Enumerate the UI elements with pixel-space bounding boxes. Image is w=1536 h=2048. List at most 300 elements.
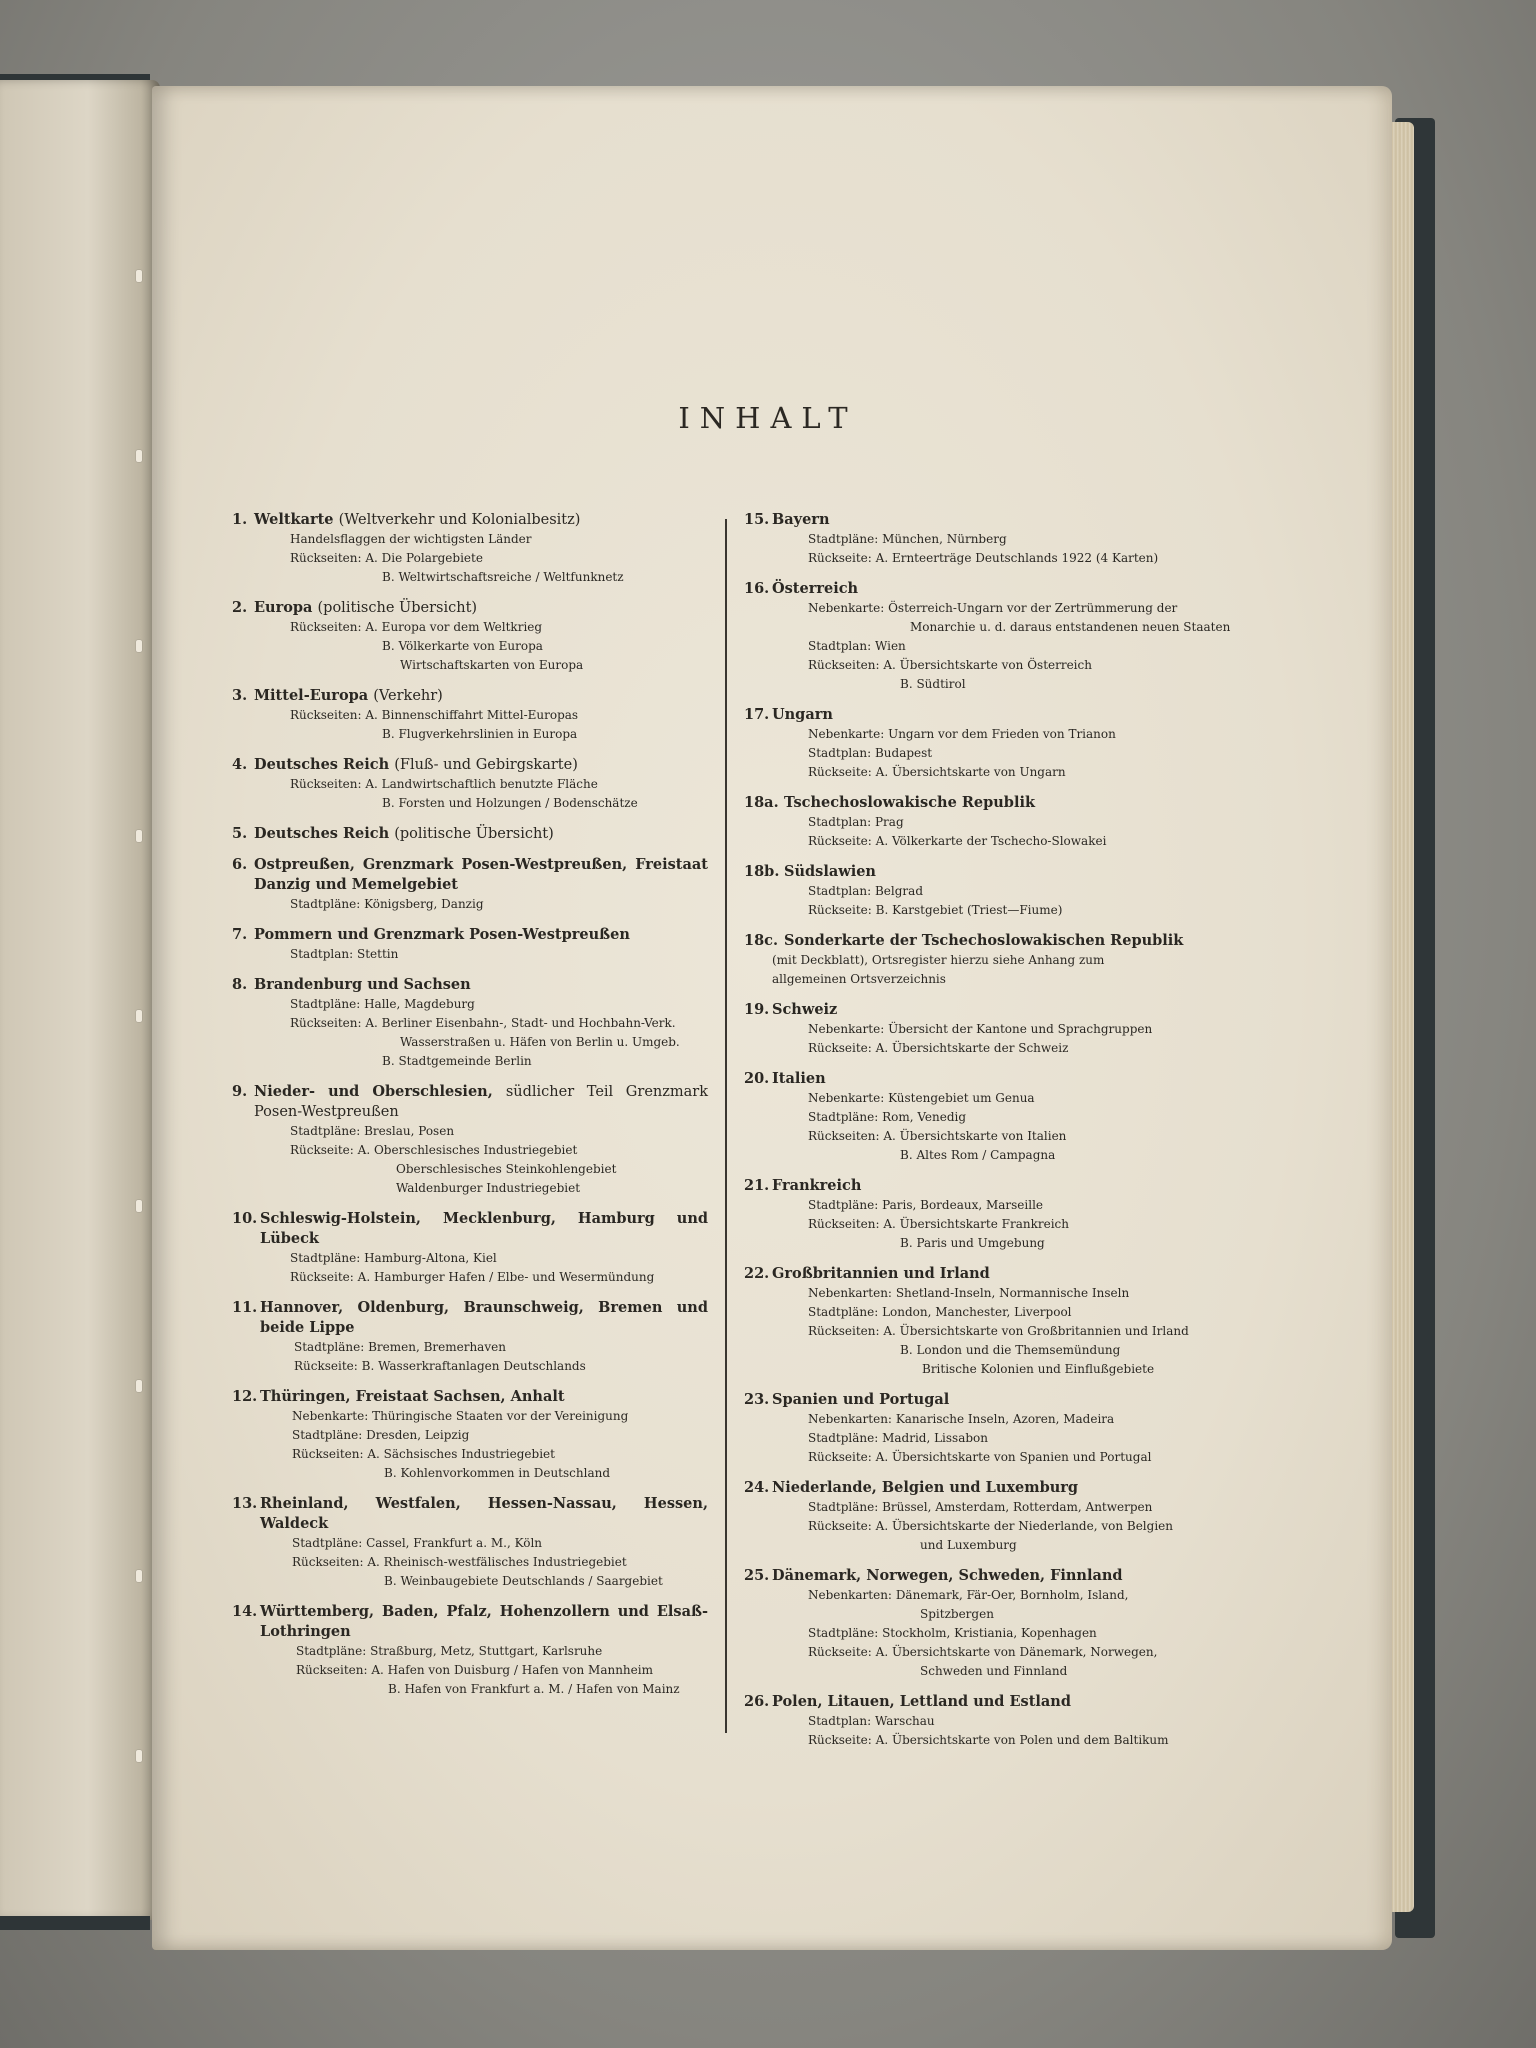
entry-number: 10.	[232, 1210, 258, 1227]
entry-title: Sonderkarte der Tschechoslowakischen Republik	[784, 932, 1184, 949]
entry-detail-line	[232, 895, 708, 914]
entry-number: 18c.	[744, 932, 779, 949]
entry-detail-line	[232, 1052, 708, 1071]
entry-heading	[232, 975, 708, 995]
entry-heading	[744, 705, 1218, 725]
detail-text: Monarchie u. d. daraus entstandenen neuen Staaten	[910, 620, 1231, 634]
detail-text: B. Wasserkraftanlagen Deutschlands	[361, 1359, 586, 1373]
detail-label: Rückseiten:	[292, 1555, 364, 1569]
detail-text: B. Kohlenvorkommen in Deutschland	[384, 1466, 611, 1480]
contents-entry	[232, 686, 708, 755]
detail-text: B. Völkerkarte von Europa	[382, 639, 543, 653]
detail-text: Cassel, Frankfurt a. M., Köln	[366, 1536, 543, 1550]
entry-detail-line	[232, 1338, 708, 1357]
detail-label: Stadtpläne:	[294, 1340, 365, 1354]
detail-text: B. Südtirol	[900, 677, 966, 691]
binding-stitch	[136, 640, 142, 652]
entry-title: Brandenburg und Sachsen	[254, 976, 471, 993]
contents-entry	[232, 975, 708, 1082]
entry-number: 6.	[232, 856, 248, 873]
detail-text: Britische Kolonien und Einflußgebiete	[922, 1362, 1155, 1376]
detail-text: Warschau	[874, 1714, 935, 1728]
detail-text: Österreich-Ungarn vor der Zertrümmerung der	[888, 601, 1178, 615]
detail-label: Stadtpläne:	[808, 1431, 879, 1445]
entry-detail-line	[744, 1322, 1218, 1341]
detail-text: B. Weltwirtschaftsreiche / Weltfunknetz	[382, 570, 624, 584]
detail-label: Rückseiten:	[808, 1129, 880, 1143]
entry-detail-line	[232, 1014, 708, 1033]
contents-column-left	[232, 510, 708, 1710]
entry-detail-line	[744, 951, 1218, 970]
entry-detail-line	[232, 1464, 708, 1483]
entry-detail-line	[744, 618, 1231, 637]
entry-number: 15.	[744, 511, 770, 528]
entry-detail-line	[744, 1108, 1218, 1127]
detail-label: Rückseite:	[808, 1645, 872, 1659]
detail-text: B. Paris und Umgebung	[900, 1236, 1045, 1250]
detail-text: Schweden und Finnland	[920, 1664, 1068, 1678]
entry-heading	[744, 579, 1218, 599]
entry-title: Spanien und Portugal	[772, 1391, 950, 1408]
detail-label: Nebenkarten:	[808, 1588, 892, 1602]
detail-text: München, Nürnberg	[882, 532, 1007, 546]
detail-text: Madrid, Lissabon	[882, 1431, 988, 1445]
entry-title: Ostpreußen, Grenzmark Posen-Westpreußen, Freistaat Danzig und Memelgebiet	[254, 856, 708, 893]
binding-stitch	[136, 1010, 142, 1022]
entry-detail-line	[744, 656, 1218, 675]
contents-entry	[744, 1264, 1218, 1390]
entry-title: Weltkarte	[254, 511, 334, 528]
entry-title: Mittel-Europa	[254, 687, 369, 704]
detail-text: A. Übersichtskarte von Italien	[883, 1129, 1067, 1143]
detail-label: Nebenkarte:	[292, 1409, 369, 1423]
detail-label: Rückseite:	[808, 1519, 872, 1533]
contents-entry	[232, 1082, 708, 1209]
entry-detail-line	[744, 1662, 1218, 1681]
detail-text: Übersicht der Kantone und Sprachgruppen	[888, 1022, 1153, 1036]
detail-text: A. Übersichtskarte von Großbritannien und Irland	[883, 1324, 1189, 1338]
entry-detail-line	[744, 1284, 1218, 1303]
detail-text: A. Übersichtskarte von Polen und dem Baltikum	[875, 1733, 1169, 1747]
detail-text: A. Übersichtskarte der Schweiz	[875, 1041, 1069, 1055]
entry-detail-line	[232, 1357, 708, 1376]
detail-label: Nebenkarte:	[808, 1022, 885, 1036]
contents-entry	[744, 579, 1231, 705]
detail-text: B. Weinbaugebiete Deutschlands / Saargebiet	[384, 1574, 663, 1588]
entry-detail-line	[744, 1410, 1218, 1429]
entry-heading	[232, 598, 708, 618]
detail-text: A. Die Polargebiete	[365, 551, 483, 565]
entry-title: Hannover, Oldenburg, Braunschweig, Bremen und beide Lippe	[260, 1299, 708, 1336]
detail-label: Stadtpläne:	[290, 997, 361, 1011]
detail-text: Bremen, Bremerhaven	[368, 1340, 506, 1354]
entry-detail-line	[232, 637, 708, 656]
detail-label: Rückseiten:	[808, 1324, 880, 1338]
entry-heading	[744, 1069, 1218, 1089]
detail-text: A. Übersichtskarte von Spanien und Portugal	[875, 1450, 1152, 1464]
detail-text: B. Altes Rom / Campagna	[900, 1148, 1056, 1162]
detail-text: A. Binnenschiffahrt Mittel-Europas	[365, 708, 579, 722]
detail-text: B. Stadtgemeinde Berlin	[382, 1054, 532, 1068]
entry-detail-line	[232, 725, 708, 744]
detail-label: Rückseite:	[808, 1733, 872, 1747]
entry-detail-line	[744, 813, 1218, 832]
detail-text: Prag	[874, 815, 904, 829]
detail-label: Stadtpläne:	[290, 1251, 361, 1265]
contents-entry	[744, 1692, 1218, 1761]
binding-stitch	[136, 270, 142, 282]
entry-heading	[232, 686, 708, 706]
entry-detail-line	[232, 530, 708, 549]
detail-label: Nebenkarten:	[808, 1412, 892, 1426]
entry-detail-line	[744, 763, 1218, 782]
entry-detail-line	[232, 656, 708, 675]
entry-heading	[744, 862, 1218, 882]
detail-label: Rückseite:	[808, 1041, 872, 1055]
detail-text: Küstengebiet um Genua	[888, 1091, 1035, 1105]
entry-title: Bayern	[772, 511, 830, 528]
entry-detail-line	[744, 1448, 1218, 1467]
detail-text: A. Ernteerträge Deutschlands 1922 (4 Karten)	[875, 551, 1159, 565]
entry-heading	[744, 1692, 1218, 1712]
entry-detail-line	[232, 945, 708, 964]
entry-detail-line	[744, 1605, 1218, 1624]
entry-detail-line	[744, 599, 1218, 618]
detail-text: A. Übersichtskarte von Dänemark, Norwegen,	[875, 1645, 1158, 1659]
detail-text: A. Übersichtskarte von Österreich	[883, 658, 1092, 672]
detail-text: Wirtschaftskarten von Europa	[400, 658, 584, 672]
entry-detail-line	[744, 1360, 1218, 1379]
entry-number: 16.	[744, 580, 770, 597]
detail-label: Rückseiten:	[290, 777, 362, 791]
entry-detail-line	[232, 618, 708, 637]
detail-label: Nebenkarte:	[808, 727, 885, 741]
binding-stitch	[136, 450, 142, 462]
left-cover-edge-bottom	[0, 1916, 150, 1930]
entry-heading	[744, 1000, 1218, 1020]
contents-entry	[744, 862, 1218, 931]
entry-number: 18a.	[744, 794, 779, 811]
entry-detail-line	[744, 832, 1218, 851]
detail-text: Budapest	[874, 746, 933, 760]
entry-detail-line	[232, 706, 708, 725]
detail-text: Thüringische Staaten vor der Vereinigung	[372, 1409, 629, 1423]
detail-label: Rückseiten:	[808, 658, 880, 672]
entry-detail-line	[744, 1039, 1218, 1058]
entry-number: 23.	[744, 1391, 770, 1408]
entry-detail-line	[744, 1517, 1218, 1536]
detail-label: Rückseite:	[808, 834, 872, 848]
detail-text: Paris, Bordeaux, Marseille	[882, 1198, 1044, 1212]
entry-title: Rheinland, Westfalen, Hessen-Nassau, Hessen, Waldeck	[260, 1495, 708, 1532]
detail-label: Stadtpläne:	[808, 1500, 879, 1514]
entry-title: Südslawien	[784, 863, 876, 880]
entry-title: Schweiz	[772, 1001, 838, 1018]
detail-label: Stadtpläne:	[808, 1305, 879, 1319]
entry-detail-line	[744, 882, 1218, 901]
detail-text: Wien	[874, 639, 906, 653]
detail-text: B. Hafen von Frankfurt a. M. / Hafen von Mainz	[388, 1682, 680, 1696]
contents-entry	[744, 793, 1218, 862]
detail-text: allgemeinen Ortsverzeichnis	[772, 972, 946, 986]
detail-label: Rückseite:	[808, 903, 872, 917]
page-title: INHALT	[678, 401, 858, 435]
entry-heading	[232, 1494, 708, 1534]
entry-heading	[744, 793, 1218, 813]
entry-detail-line	[232, 1141, 708, 1160]
entry-number: 25.	[744, 1567, 770, 1584]
entry-heading	[232, 1209, 708, 1249]
contents-column-right	[744, 510, 1231, 1761]
entry-number: 9.	[232, 1083, 248, 1100]
detail-label: Rückseiten:	[292, 1447, 364, 1461]
entry-number: 5.	[232, 825, 248, 842]
detail-text: A. Übersichtskarte Frankreich	[883, 1217, 1069, 1231]
entry-heading	[232, 1298, 708, 1338]
contents-entry	[232, 1209, 708, 1298]
entry-number: 3.	[232, 687, 248, 704]
entry-detail-line	[744, 1624, 1218, 1643]
entry-detail-line	[744, 1498, 1218, 1517]
contents-entry	[744, 1176, 1218, 1264]
detail-text: Kanarische Inseln, Azoren, Madeira	[895, 1412, 1115, 1426]
entry-number: 20.	[744, 1070, 770, 1087]
detail-text: A. Völkerkarte der Tschecho-Slowakei	[875, 834, 1107, 848]
entry-detail-line	[744, 549, 1218, 568]
detail-text: Hamburg-Altona, Kiel	[364, 1251, 497, 1265]
detail-text: B. London und die Themsemündung	[900, 1343, 1121, 1357]
entry-detail-line	[744, 675, 1218, 694]
detail-label: Rückseite:	[290, 1143, 354, 1157]
entry-number: 22.	[744, 1265, 770, 1282]
entry-number: 24.	[744, 1479, 770, 1496]
detail-text: und Luxemburg	[920, 1538, 1017, 1552]
detail-text: Dänemark, Fär-Oer, Bornholm, Island,	[895, 1588, 1129, 1602]
detail-label: Stadtplan:	[808, 815, 872, 829]
entry-number: 14.	[232, 1603, 258, 1620]
entry-detail-line	[744, 1429, 1218, 1448]
detail-label: Rückseiten:	[290, 708, 362, 722]
detail-label: Stadtpläne:	[296, 1644, 367, 1658]
entry-heading	[232, 1602, 708, 1642]
entry-number: 2.	[232, 599, 248, 616]
detail-label: Rückseite:	[290, 1270, 354, 1284]
detail-label: Rückseite:	[808, 551, 872, 565]
entry-note: (politische Übersicht)	[317, 600, 478, 616]
column-divider	[725, 519, 727, 1733]
detail-text: Breslau, Posen	[364, 1124, 455, 1138]
contents-entry	[744, 1478, 1218, 1566]
entry-detail-line	[232, 1661, 708, 1680]
detail-text: (mit Deckblatt), Ortsregister hierzu siehe Anhang zum	[772, 953, 1105, 967]
detail-text: Halle, Magdeburg	[364, 997, 475, 1011]
entry-detail-line	[232, 794, 708, 813]
entry-detail-line	[232, 1160, 708, 1179]
detail-text: B. Flugverkehrslinien in Europa	[382, 727, 578, 741]
entry-number: 4.	[232, 756, 248, 773]
entry-heading	[744, 1478, 1218, 1498]
entry-detail-line	[744, 1196, 1218, 1215]
detail-text: A. Europa vor dem Weltkrieg	[365, 620, 543, 634]
contents-entry	[744, 931, 1218, 1000]
detail-text: Brüssel, Amsterdam, Rotterdam, Antwerpen	[882, 1500, 1153, 1514]
entry-heading	[744, 931, 1218, 951]
contents-entry	[232, 1602, 708, 1710]
entry-title: Europa	[254, 599, 313, 616]
entry-detail-line	[744, 1234, 1218, 1253]
detail-label: Rückseiten:	[290, 620, 362, 634]
detail-text: Ungarn vor dem Frieden von Trianon	[888, 727, 1116, 741]
entry-detail-line	[744, 637, 1218, 656]
binding-stitch	[136, 830, 142, 842]
entry-detail-line	[232, 1553, 708, 1572]
entry-detail-line	[232, 1534, 708, 1553]
detail-label: Rückseite:	[294, 1359, 358, 1373]
detail-text: B. Forsten und Holzungen / Bodenschätze	[382, 796, 638, 810]
entry-detail-line	[232, 775, 708, 794]
entry-detail-line	[232, 995, 708, 1014]
contents-entry	[232, 1387, 708, 1494]
entry-detail-line	[744, 1020, 1218, 1039]
detail-label: Stadtpläne:	[290, 897, 361, 911]
entry-detail-line	[744, 530, 1218, 549]
contents-entry	[232, 824, 708, 855]
entry-heading	[232, 755, 708, 775]
contents-entry	[232, 925, 708, 975]
entry-detail-line	[744, 1712, 1218, 1731]
entry-detail-line	[744, 1215, 1218, 1234]
entry-title: Polen, Litauen, Lettland und Estland	[772, 1693, 1071, 1710]
contents-entry	[744, 1390, 1218, 1478]
detail-text: A. Sächsisches Industriegebiet	[367, 1447, 555, 1461]
entry-heading	[232, 1082, 708, 1122]
entry-detail-line	[232, 568, 708, 587]
entry-detail-line	[232, 1407, 708, 1426]
contents-entry	[232, 510, 708, 598]
entry-detail-line	[744, 1536, 1218, 1555]
detail-text: Stettin	[356, 947, 399, 961]
detail-label: Nebenkarten:	[808, 1286, 892, 1300]
contents-entry	[232, 755, 708, 824]
detail-label: Stadtplan:	[290, 947, 354, 961]
detail-text: A. Rheinisch-westfälisches Industriegebiet	[367, 1555, 627, 1569]
entry-detail-line	[232, 1445, 708, 1464]
contents-entry	[744, 510, 1218, 579]
binding-stitch	[136, 1570, 142, 1582]
entry-detail-line	[232, 549, 708, 568]
entry-detail-line	[232, 1033, 708, 1052]
detail-label: Stadtpläne:	[808, 532, 879, 546]
entry-title: Deutsches Reich	[254, 825, 390, 842]
entry-detail-line	[744, 1586, 1218, 1605]
entry-heading	[744, 1566, 1218, 1586]
entry-detail-line	[744, 1127, 1218, 1146]
entry-detail-line	[232, 1268, 708, 1287]
binding-stitch	[136, 1380, 142, 1392]
detail-text: Waldenburger Industriegebiet	[396, 1181, 581, 1195]
detail-text: A. Hamburger Hafen / Elbe- und Wesermündung	[357, 1270, 655, 1284]
entry-detail-line	[744, 1146, 1218, 1165]
entry-detail-line	[232, 1642, 708, 1661]
entry-title: Württemberg, Baden, Pfalz, Hohenzollern und Elsaß-Lothringen	[260, 1603, 708, 1640]
entry-note: (Weltverkehr und Kolonialbesitz)	[338, 512, 581, 528]
detail-label: Stadtpläne:	[808, 1626, 879, 1640]
entry-heading	[232, 1387, 708, 1407]
entry-number: 12.	[232, 1388, 258, 1405]
detail-text: A. Übersichtskarte von Ungarn	[875, 765, 1066, 779]
entry-number: 17.	[744, 706, 770, 723]
contents-entry	[744, 1069, 1218, 1176]
detail-label: Stadtpläne:	[292, 1536, 363, 1550]
entry-detail-line	[232, 1426, 708, 1445]
entry-detail-line	[744, 744, 1218, 763]
detail-label: Rückseiten:	[808, 1217, 880, 1231]
entry-title: Deutsches Reich	[254, 756, 390, 773]
detail-text: Wasserstraßen u. Häfen von Berlin u. Umgeb.	[400, 1035, 680, 1049]
detail-label: Stadtpläne:	[292, 1428, 363, 1442]
detail-text: Handelsflaggen der wichtigsten Länder	[290, 532, 532, 546]
entry-detail-line	[744, 970, 1218, 989]
detail-text: B. Karstgebiet (Triest—Fiume)	[875, 903, 1063, 917]
entry-heading	[744, 1176, 1218, 1196]
detail-text: Straßburg, Metz, Stuttgart, Karlsruhe	[370, 1644, 603, 1658]
entry-title: Niederlande, Belgien und Luxemburg	[772, 1479, 1079, 1496]
entry-title: Ungarn	[772, 706, 833, 723]
entry-number: 1.	[232, 511, 248, 528]
entry-heading	[232, 824, 708, 844]
detail-text: Shetland-Inseln, Normannische Inseln	[895, 1286, 1130, 1300]
detail-label: Stadtplan:	[808, 884, 872, 898]
detail-text: Königsberg, Danzig	[364, 897, 484, 911]
contents-entry	[744, 705, 1218, 793]
entry-detail-line	[232, 1680, 708, 1699]
entry-title: Österreich	[772, 580, 859, 597]
detail-label: Stadtpläne:	[808, 1198, 879, 1212]
detail-label: Stadtplan:	[808, 639, 872, 653]
entry-title: Nieder- und Oberschlesien,	[254, 1083, 493, 1100]
entry-detail-line	[744, 1643, 1218, 1662]
detail-label: Stadtpläne:	[290, 1124, 361, 1138]
entry-detail-line	[744, 1089, 1218, 1108]
entry-detail-line	[744, 901, 1218, 920]
entry-detail-line	[744, 1303, 1218, 1322]
entry-title: Tschechoslowakische Republik	[784, 794, 1036, 811]
detail-text: A. Berliner Eisenbahn-, Stadt- und Hochbahn-Verk.	[365, 1016, 676, 1030]
detail-text: Dresden, Leipzig	[366, 1428, 470, 1442]
detail-label: Rückseiten:	[290, 1016, 362, 1030]
entry-heading	[232, 925, 708, 945]
detail-text: A. Übersichtskarte der Niederlande, von Belgien	[875, 1519, 1173, 1533]
entry-number: 19.	[744, 1001, 770, 1018]
detail-label: Stadtplan:	[808, 746, 872, 760]
entry-detail-line	[232, 1122, 708, 1141]
entry-number: 7.	[232, 926, 248, 943]
contents-entry	[232, 1298, 708, 1387]
detail-text: London, Manchester, Liverpool	[882, 1305, 1072, 1319]
binding-stitch	[136, 1200, 142, 1212]
entry-number: 8.	[232, 976, 248, 993]
entry-detail-line	[744, 1341, 1218, 1360]
entry-note: (Fluß- und Gebirgskarte)	[394, 757, 578, 773]
entry-detail-line	[232, 1249, 708, 1268]
entry-note: südlicher Teil Grenzmark Posen-Westpreußen	[254, 1084, 708, 1120]
entry-title: Dänemark, Norwegen, Schweden, Finnland	[772, 1567, 1123, 1584]
contents-entry	[232, 598, 708, 686]
entry-detail-line	[232, 1572, 708, 1591]
entry-heading	[232, 855, 708, 895]
detail-text: Stockholm, Kristiania, Kopenhagen	[882, 1626, 1097, 1640]
entry-title: Italien	[772, 1070, 826, 1087]
